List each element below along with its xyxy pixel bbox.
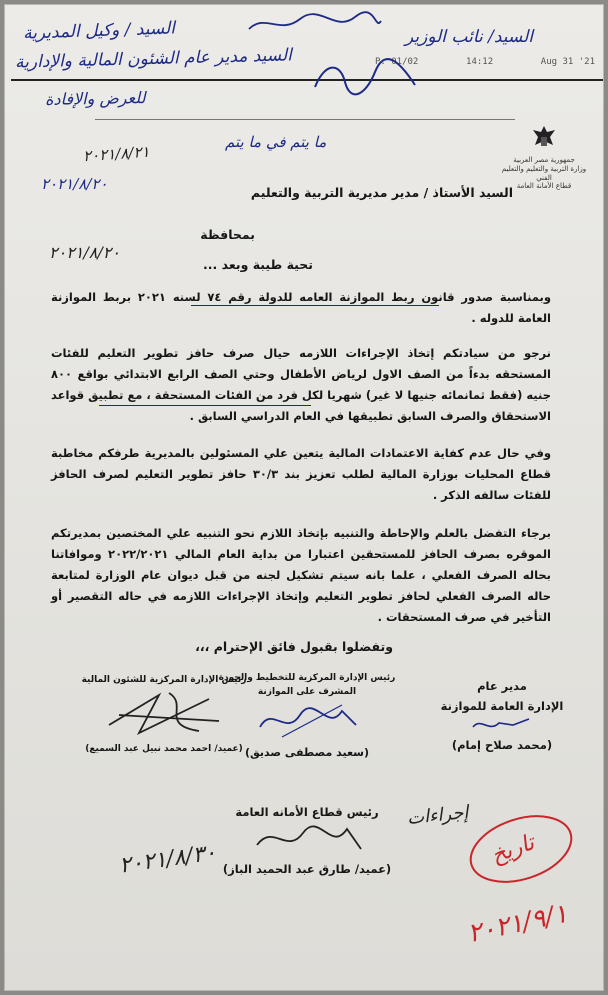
logo-line2: وزارة التربية والتعليم والتعليم الفني	[501, 164, 587, 182]
sig-right-title1: مدير عام	[477, 679, 527, 693]
paragraph-4: برجاء التفضل بالعلم والإحاطة والتنبيه بإتخاذ اللازم نحو التنبيه علي المختصين بمديرتكم الموقره بصرف الحافز للمستحقين اعتبارا من بداية العام المالي ٢٠٢٢/٢٠٢١ وموافاتنا بحاله الصرف الفعلي ، علما بانه سيتم تشكيل لجنه من قبل ديوان عام الوزارة لمتابعة حاله الصرف الفعلي لحافز تطوير التعليم وإتخاذ الإجراءات اللازمه في حاله التقصير أو التأخير في صرف المستحقات .	[51, 526, 551, 624]
signature-block-finance	[69, 675, 259, 754]
pen-underline-1	[191, 305, 439, 306]
signature-right	[467, 713, 537, 735]
red-date: ٢٠٢١/٩/١	[464, 898, 571, 950]
greeting: تحية طيبة وبعد ...	[203, 257, 313, 272]
pen-underline-2	[99, 405, 311, 406]
header-divider	[95, 119, 515, 120]
sig-right-title2: الإدارة العامة للموازنة	[440, 699, 564, 713]
handwritten-note-line1: السيد / وكيل المديرية	[22, 18, 176, 44]
logo-line3: قطاع الأمانة العامة	[516, 182, 572, 191]
closing: وتفضلوا بقبول فائق الإحترام ،،،	[195, 639, 393, 654]
addressee: السيد الأستاذ / مدير مديرية التربية والتعليم	[250, 185, 513, 200]
sig-center-title2: المشرف على الموازنة	[257, 687, 357, 697]
sig-center-title1: رئيس الإدارة المركزية للتخطيط والجودة	[218, 673, 396, 683]
handwritten-date-bottom: ٢٠٢١/٨/٣٠	[117, 840, 218, 879]
signature-block-secretariat	[207, 805, 407, 876]
handwritten-note-top-right: السيد/ نائب الوزير	[405, 27, 533, 47]
red-note: تاريخ	[488, 830, 538, 869]
scribble-signature-top	[245, 11, 385, 37]
ministry-logo	[501, 123, 587, 191]
scribble-mark	[305, 57, 425, 97]
paragraph-1: وبمناسبة صدور قانون ربط الموازنة العامه للدولة رقم ٧٤ لسنه ٢٠٢١ بربط الموازنة العامة للدوله .	[51, 290, 551, 325]
signature-bottom	[247, 819, 367, 859]
fax-date: Aug 31 '21	[540, 57, 595, 67]
handwritten-date-2: ٢٠٢١/٨/٢٠	[41, 175, 108, 193]
document-page	[4, 4, 604, 991]
eagle-emblem-icon	[529, 123, 559, 153]
paragraph-3: وفي حال عدم كفاية الاعتمادات المالية يتعين علي المسئولين بالمديرية طرفكم مخاطبة قطاع المحليات بوزارة المالية لطلب تعزيز بند ٣٠/٣ حافز تطوير التعليم لصرف الحافز للفئات سالفه الذكر .	[51, 446, 551, 502]
handwritten-date-1: ٢٠٢١/٨/٢١	[82, 142, 151, 166]
sig-bottom-title: رئيس قطاع الأمانه العامة	[235, 805, 379, 819]
paragraph-2: نرجو من سيادتكم إتخاذ الإجراءات اللازمه حيال صرف حافز تطوير التعليم للفئات المستحقه بدءاً من الصف الاول لرياض الأطفال وحتي الصف الرابع الابتدائي بواقع ٨٠٠ جنيه (فقط ثمانمائه جنيها لا غير) شهريا لكل فرد من الفئات المستحقة ، مع تطبيق قواعد الاستحقاق والصرف السابق تطبيقها في العام الدراسي السابق .	[50, 346, 551, 423]
handwritten-note-line3: للعرض والإفادة	[44, 88, 146, 109]
red-circle-mark	[461, 809, 581, 889]
fax-page: P. 01/02	[375, 57, 419, 67]
handwritten-note-line2: السيد مدير عام الشئون المالية والإدارية	[14, 45, 293, 73]
fax-time: 14:12	[466, 57, 494, 67]
signature-block-budget	[427, 679, 577, 752]
sig-bottom-name: (عميد/ طارق عبد الحميد الباز)	[222, 862, 392, 876]
signature-center	[252, 697, 362, 743]
handwritten-note-mid: ما يتم في ما يتم	[225, 133, 327, 151]
handwritten-date-3: ٢٠٢١/٨/٢٠	[49, 243, 120, 262]
sig-right-name: (محمد صلاح إمام)	[451, 738, 553, 752]
sig-left-name: (عميد/ احمد محمد نبيل عبد السميع)	[85, 744, 243, 754]
sig-center-name: (سعيد مصطفى صديق)	[244, 746, 370, 759]
governorate: بمحافظة	[200, 227, 255, 242]
signature-left	[99, 685, 229, 741]
sig-left-title: رئيس الإدارة المركزية للشئون المالية	[81, 675, 247, 685]
handwritten-note-bottom: إجراءات	[406, 801, 470, 830]
logo-line1: جمهورية مصر العربية	[513, 156, 575, 164]
